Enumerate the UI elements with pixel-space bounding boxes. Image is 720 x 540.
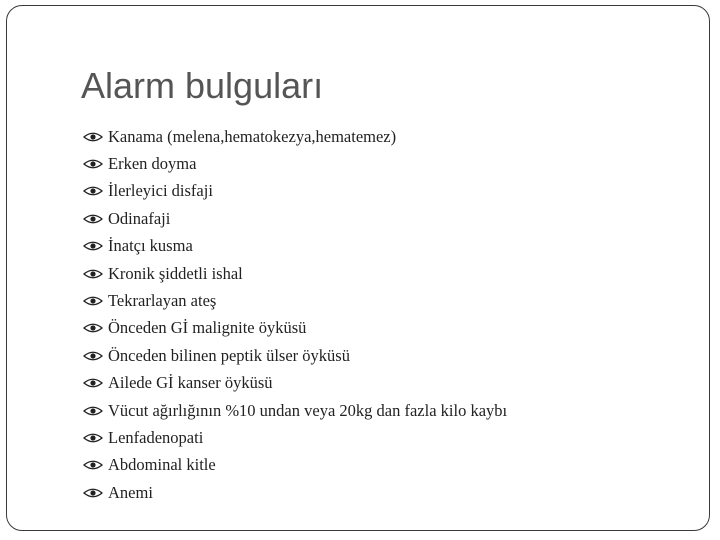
slide-frame (6, 5, 710, 531)
eye-bullet-icon (83, 432, 103, 444)
eye-bullet-icon (83, 459, 103, 471)
bullet-item (83, 479, 507, 506)
eye-bullet-icon (83, 405, 103, 417)
bullet-item (83, 150, 507, 177)
bullet-item (83, 370, 507, 397)
eye-bullet-icon (83, 240, 103, 252)
slide-title: Alarm bulguları (81, 65, 324, 106)
bullet-item (83, 260, 507, 287)
eye-bullet-icon (83, 322, 103, 334)
bullet-item (83, 287, 507, 314)
bullet-item (83, 315, 507, 342)
bullet-item (83, 342, 507, 369)
bullet-text: Abdominal kitle (108, 455, 216, 475)
bullet-item (83, 233, 507, 260)
eye-bullet-icon (83, 377, 103, 389)
bullet-item (83, 452, 507, 479)
bullet-text: Tekrarlayan ateş (108, 291, 217, 311)
eye-bullet-icon (83, 268, 103, 280)
bullet-list (83, 123, 507, 506)
bullet-item (83, 205, 507, 232)
bullet-text: Vücut ağırlığının %10 undan veya 20kg dan fazla kilo kaybı (108, 400, 508, 420)
eye-bullet-icon (83, 185, 103, 197)
eye-bullet-icon (83, 350, 103, 362)
eye-bullet-icon (83, 487, 103, 499)
bullet-text: Önceden Gİ malignite öyküsü (108, 318, 307, 338)
bullet-text: Kanama (melena,hematokezya,hematemez) (108, 126, 397, 146)
bullet-item (83, 397, 507, 424)
bullet-text: Kronik şiddetli ishal (108, 263, 243, 283)
bullet-text: Ailede Gİ kanser öyküsü (108, 373, 273, 393)
bullet-text: İnatçı kusma (108, 236, 193, 256)
bullet-text: Lenfadenopati (108, 427, 204, 447)
bullet-text: Önceden bilinen peptik ülser öyküsü (108, 345, 350, 365)
bullet-item (83, 424, 507, 451)
bullet-text: İlerleyici disfaji (108, 181, 213, 201)
bullet-item (83, 178, 507, 205)
eye-bullet-icon (83, 158, 103, 170)
eye-bullet-icon (83, 131, 103, 143)
bullet-text: Anemi (108, 482, 153, 502)
bullet-item (83, 123, 507, 150)
bullet-text: Odinafaji (108, 208, 171, 228)
bullet-text: Erken doyma (108, 154, 197, 174)
eye-bullet-icon (83, 213, 103, 225)
eye-bullet-icon (83, 295, 103, 307)
